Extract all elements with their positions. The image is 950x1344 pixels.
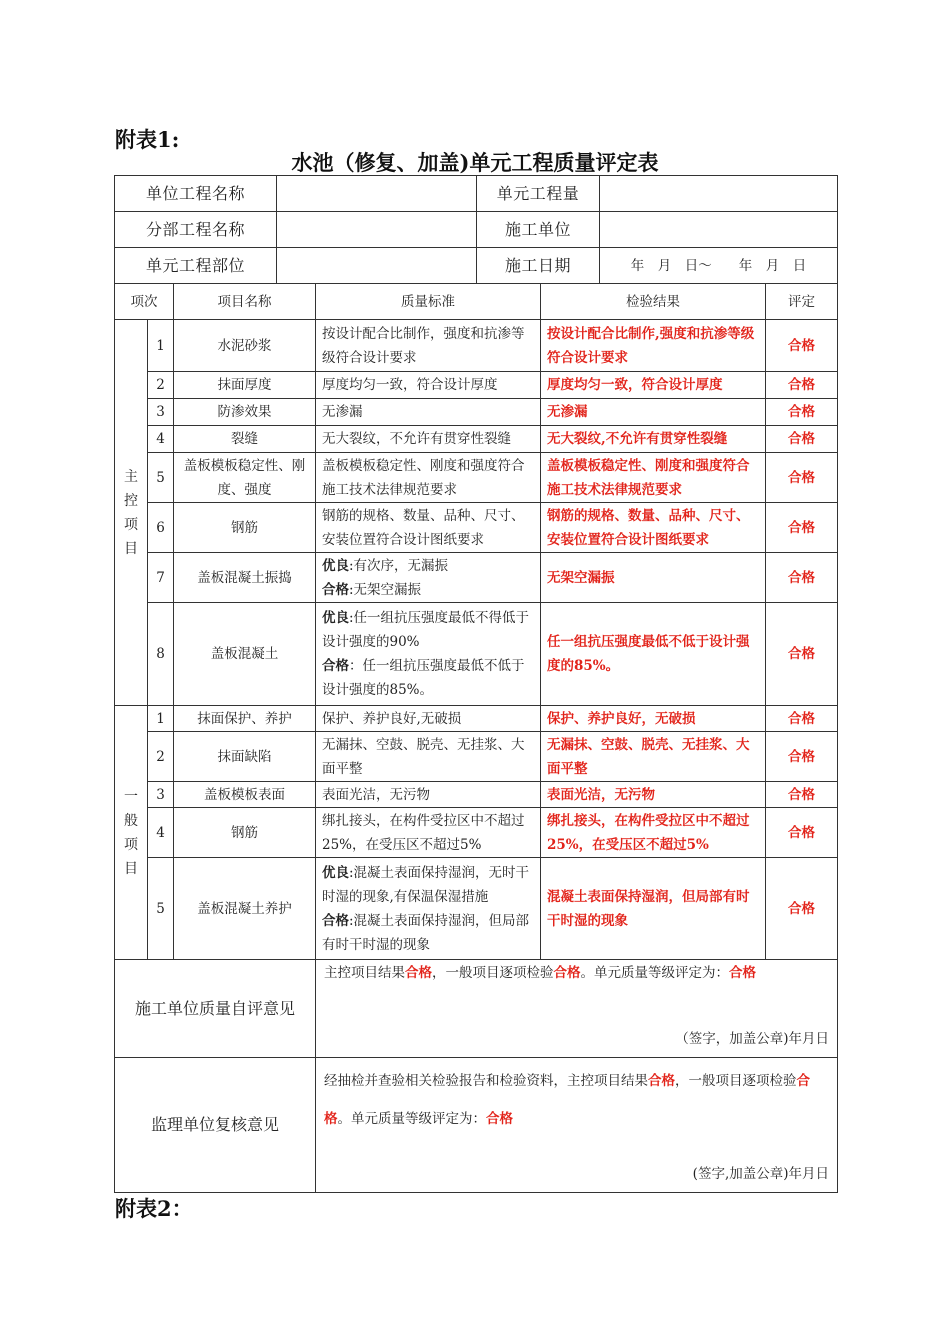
supervision-opinion[interactable] [316, 1058, 838, 1193]
item-standard: 表面光洁，无污物 [316, 782, 541, 808]
item-result[interactable]: 无大裂纹,不允许有贯穿性裂缝 [541, 426, 766, 453]
item-rating[interactable]: 合格 [766, 553, 838, 603]
supervision-main-result: 合格 [648, 1073, 675, 1089]
sub-project-name-label: 分部工程名称 [115, 212, 277, 248]
supervision-general-result: 合格 [324, 1073, 810, 1127]
item-standard [316, 553, 541, 603]
supervision-label: 监理单位复核意见 [115, 1058, 316, 1193]
item-number: 4 [148, 808, 174, 858]
item-standard: 按设计配合比制作，强度和抗渗等级符合设计要求 [316, 320, 541, 372]
self-eval-text-2: ，一般项目逐项检验 [432, 965, 554, 981]
standard-pass-text: :无架空漏振 [349, 581, 422, 598]
unit-project-name-value[interactable] [277, 176, 477, 212]
supervision-text-1: 经抽检并查验相关检验报告和检验资料，主控项目结果 [324, 1073, 648, 1089]
header-row [115, 248, 838, 284]
standard-good-text: :任一组抗压强度最低不得低于设计强度的90% [322, 610, 530, 650]
header-row [115, 176, 838, 212]
item-number: 7 [148, 553, 174, 603]
standard-good-label: 优良 [322, 610, 349, 626]
unit-project-name-label: 单位工程名称 [115, 176, 277, 212]
self-eval-main-result: 合格 [405, 965, 432, 981]
item-standard: 盖板模板稳定性、刚度和强度符合施工技术法律规范要求 [316, 453, 541, 503]
item-result[interactable]: 绑扎接头，在构件受拉区中不超过25%，在受压区不超过5% [541, 808, 766, 858]
table-row [115, 858, 838, 960]
item-result[interactable]: 混凝土表面保持湿润，但局部有时干时湿的现象 [541, 858, 766, 960]
standard-pass-label: 合格 [322, 912, 349, 929]
item-result[interactable]: 按设计配合比制作,强度和抗渗等级符合设计要求 [541, 320, 766, 372]
table-row [115, 782, 838, 808]
col-item-no: 项次 [115, 284, 174, 320]
standard-good-label: 优良 [322, 864, 349, 881]
item-result[interactable]: 保护、养护良好，无破损 [541, 706, 766, 732]
table-row [115, 603, 838, 706]
table-row [115, 732, 838, 782]
item-name: 抹面缺陷 [174, 732, 316, 782]
standard-good-text: :混凝土表面保持湿润，无时干时湿的现象,有保温保湿措施 [322, 864, 530, 905]
item-name: 盖板模板表面 [174, 782, 316, 808]
item-name: 盖板混凝土 [174, 603, 316, 706]
item-rating[interactable]: 合格 [766, 320, 838, 372]
general-category-label: 一 般 项 目 [115, 706, 148, 960]
item-number: 3 [148, 399, 174, 426]
unit-element-quantity-value[interactable] [600, 176, 838, 212]
table-row [115, 706, 838, 732]
item-number: 3 [148, 782, 174, 808]
standard-pass-label: 合格 [322, 658, 349, 674]
item-rating[interactable]: 合格 [766, 808, 838, 858]
sub-project-name-value[interactable] [277, 212, 477, 248]
header-row [115, 212, 838, 248]
item-rating[interactable]: 合格 [766, 706, 838, 732]
col-item-name: 项目名称 [174, 284, 316, 320]
item-rating[interactable]: 合格 [766, 782, 838, 808]
table-row [115, 399, 838, 426]
self-eval-grade: 合格 [729, 965, 756, 981]
standard-good-text: :有次序，无漏振 [349, 557, 449, 574]
item-standard [316, 858, 541, 960]
item-name: 防渗效果 [174, 399, 316, 426]
item-result[interactable]: 厚度均匀一致，符合设计厚度 [541, 372, 766, 399]
item-rating[interactable]: 合格 [766, 453, 838, 503]
appendix-1-label: 附表1: [115, 127, 180, 152]
supervision-signature: (签字,加盖公章)年月日 [692, 1166, 829, 1182]
page-title: 水池（修复、加盖)单元工程质量评定表 [291, 150, 659, 175]
item-number: 1 [148, 706, 174, 732]
item-result[interactable]: 任一组抗压强度最低不低于设计强度的85%。 [541, 603, 766, 706]
item-result[interactable]: 无渗漏 [541, 399, 766, 426]
item-result[interactable]: 无架空漏振 [541, 553, 766, 603]
item-standard: 厚度均匀一致，符合设计厚度 [316, 372, 541, 399]
item-number: 8 [148, 603, 174, 706]
construction-date-value[interactable]: 年 月 日～ 年 月 日 [600, 248, 838, 284]
self-eval-opinion[interactable] [316, 960, 838, 1058]
item-name: 盖板混凝土养护 [174, 858, 316, 960]
item-rating[interactable]: 合格 [766, 603, 838, 706]
supervision-grade: 合格 [486, 1111, 513, 1127]
item-result[interactable]: 钢筋的规格、数量、品种、尺寸、安装位置符合设计图纸要求 [541, 503, 766, 553]
item-number: 2 [148, 372, 174, 399]
item-number: 5 [148, 858, 174, 960]
item-number: 6 [148, 503, 174, 553]
table-row [115, 372, 838, 399]
column-header-row [115, 284, 838, 320]
unit-element-quantity-label: 单元工程量 [477, 176, 600, 212]
item-name: 抹面厚度 [174, 372, 316, 399]
table-row [115, 453, 838, 503]
self-eval-general-result: 合格 [553, 965, 581, 981]
item-name: 裂缝 [174, 426, 316, 453]
item-standard: 钢筋的规格、数量、品种、尺寸、安装位置符合设计图纸要求 [316, 503, 541, 553]
col-rating: 评定 [766, 284, 838, 320]
item-standard: 保护、养护良好,无破损 [316, 706, 541, 732]
quality-assessment-table [114, 283, 838, 1193]
table-row [115, 808, 838, 858]
supervision-text-3: 。单元质量等级评定为： [337, 1111, 486, 1127]
construction-unit-label: 施工单位 [477, 212, 600, 248]
supervision-text-2: ，一般项目逐项检验 [675, 1073, 797, 1089]
item-standard [316, 603, 541, 706]
col-standard: 质量标准 [316, 284, 541, 320]
table-row [115, 553, 838, 603]
item-rating[interactable]: 合格 [766, 732, 838, 782]
item-name: 盖板混凝土振捣 [174, 553, 316, 603]
item-name: 钢筋 [174, 503, 316, 553]
item-name: 钢筋 [174, 808, 316, 858]
col-result: 检验结果 [541, 284, 766, 320]
item-number: 1 [148, 320, 174, 372]
table-row [115, 320, 838, 372]
self-eval-row [115, 960, 838, 1058]
item-standard: 无漏抹、空鼓、脱壳、无挂浆、大面平整 [316, 732, 541, 782]
item-standard: 无渗漏 [316, 399, 541, 426]
construction-unit-value[interactable] [600, 212, 838, 248]
item-number: 5 [148, 453, 174, 503]
item-result[interactable]: 无漏抹、空鼓、脱壳、无挂浆、大面平整 [541, 732, 766, 782]
item-result[interactable]: 表面光洁，无污物 [541, 782, 766, 808]
item-rating[interactable]: 合格 [766, 372, 838, 399]
header-info-table [114, 175, 838, 284]
item-standard: 无大裂纹，不允许有贯穿性裂缝 [316, 426, 541, 453]
self-eval-signature: （签字，加盖公章)年月日 [675, 1031, 829, 1047]
item-rating[interactable]: 合格 [766, 399, 838, 426]
item-name: 抹面保护、养护 [174, 706, 316, 732]
standard-pass-label: 合格 [322, 581, 349, 598]
element-part-label: 单元工程部位 [115, 248, 277, 284]
standard-pass-text: :混凝土表面保持湿润，但局部有时干时湿的现象 [322, 912, 530, 953]
self-eval-text-1: 主控项目结果 [324, 965, 405, 981]
item-rating[interactable]: 合格 [766, 426, 838, 453]
item-standard: 绑扎接头，在构件受拉区中不超过25%，在受压区不超过5% [316, 808, 541, 858]
item-result[interactable]: 盖板模板稳定性、刚度和强度符合施工技术法律规范要求 [541, 453, 766, 503]
standard-pass-text: ：任一组抗压强度最低不低于设计强度的85%。 [322, 658, 525, 698]
appendix-2-label: 附表2： [115, 1196, 193, 1221]
construction-date-label: 施工日期 [477, 248, 600, 284]
self-eval-text-3: 。单元质量等级评定为： [580, 965, 729, 981]
item-number: 4 [148, 426, 174, 453]
element-part-value[interactable] [277, 248, 477, 284]
self-eval-label: 施工单位质量自评意见 [115, 960, 316, 1058]
table-row [115, 426, 838, 453]
item-name: 水泥砂浆 [174, 320, 316, 372]
item-rating[interactable]: 合格 [766, 503, 838, 553]
table-row [115, 503, 838, 553]
item-name: 盖板模板稳定性、刚度、强度 [174, 453, 316, 503]
main-category-label: 主 控 项 目 [115, 320, 148, 706]
standard-good-label: 优良 [322, 557, 349, 574]
item-rating[interactable]: 合格 [766, 858, 838, 960]
supervision-row [115, 1058, 838, 1193]
item-number: 2 [148, 732, 174, 782]
